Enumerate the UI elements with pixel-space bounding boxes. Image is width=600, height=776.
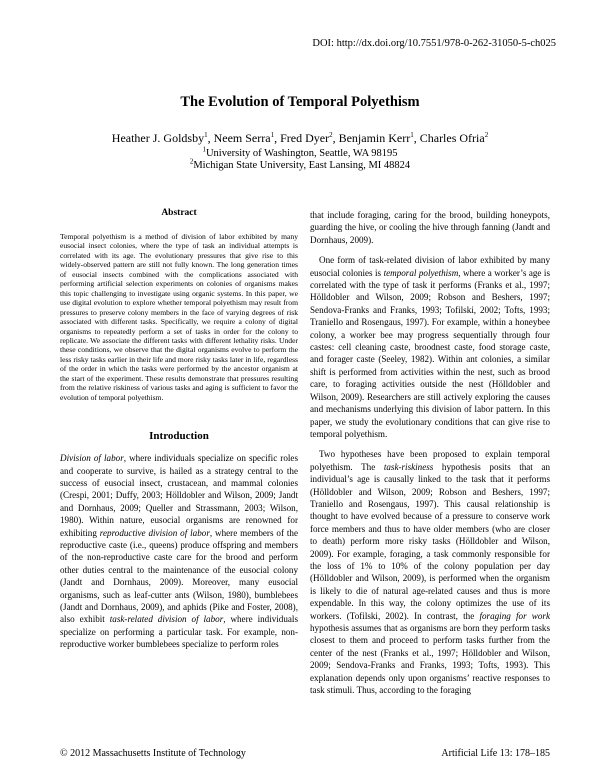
author-affiliation-mark: 2 <box>484 131 489 139</box>
author-list: Heather J. Goldsby$^1$, Neem Serra$^1$, Fred Dyer$^2$, Benjamin Kerr$^1$, Charles Ofria$^2$ <box>111 131 489 145</box>
author-name: Charles Ofria <box>419 131 485 145</box>
affiliation-text: University of Washington, Seattle, WA 98195 <box>205 148 398 159</box>
affiliation-mark: 1 <box>202 145 206 154</box>
author-name: Neem Serra <box>213 131 271 145</box>
emphasis-term: task-related division of labor <box>109 614 224 625</box>
author-name: Heather J. Goldsby <box>111 131 205 145</box>
hypotheses-paragraph <box>310 448 550 696</box>
temporal-polyethism-paragraph <box>310 254 550 440</box>
paragraph-text: , where individuals specialize on performing a particular task. For example, non-reproductive worker bumblebees specialize to perform roles <box>60 614 298 650</box>
author-name: Benjamin Kerr <box>338 131 411 145</box>
paragraph-text: , where individuals specialize on specific roles and cooperate to survive, is hailed as a strategy central to the success of eusocial insect, crustacean, and mammal colonies (Crespi, 2001; Duffy, 2003; Hölldobler and Wilson, 2009; Jandt and Dornhaus, 2009; Queller and Strassmann, 2003; Wilson, 1980). Within nature, eusocial organisms are renowned for exhibiting <box>60 453 298 538</box>
introduction-paragraph <box>60 452 298 651</box>
affiliation-text: Michigan State University, East Lansing, MI 48824 <box>193 160 411 171</box>
emphasis-term: temporal polyethism <box>383 267 459 278</box>
abstract-text: Temporal polyethism is a method of division of labor exhibited by many eusocial insect colonies, where the type of task an individual attempts is correlated with its age. The evolutionary pressures that give rise to this widely-observed pattern are still not fully known. The long generation times of eusocial insects combined with the complications associated with performing artificial selection experiments on colonies of organisms makes this topic challenging to investigate using organic systems. In this paper, we use digital evolution to explore whether temporal polyethism may result from pressures to preserve colony members in the face of varying degrees of risk associated with different tasks. Specifically, we require a colony of digital organisms to repeatedly perform a set of tasks in order for the colony to replicate. We associate the different tasks with different lethality risks. Under these conditions, we observe that the digital organisms evolve to perform the less risky tasks earlier in their life and more risky tasks later in life, regardless of the order in which the tasks were performed by the ancestor organism at the start of the experiment. These results demonstrate that pressures resulting from the relative riskiness of various tasks and aging is sufficient to favor the evolution of temporal polyethism. <box>60 232 298 402</box>
paragraph-text: Two hypotheses have been proposed to explain temporal polyethism. The <box>310 449 550 472</box>
paragraph-text: hypothesis assumes that as organisms are born they perform tasks closest to them and proceed to perform tasks further from the center of the nest (Franks et al., 1997; Hölldobler and Wilson, 2009; Sendova-Franks and Franks, 1993; Tofts, 1993). This explanation depends only upon organisms’ reactive responses to task stimuli. Thus, according to the foraging <box>310 623 550 696</box>
right-column <box>310 209 550 704</box>
doi-line: DOI: http://dx.doi.org/10.7551/978-0-262-31050-5-ch025 <box>312 38 556 49</box>
affiliation-mark: 2 <box>189 157 194 166</box>
affiliation-2 <box>0 157 600 171</box>
copyright-footer: © 2012 Massachusetts Institute of Technology <box>60 748 246 759</box>
paper-title: The Evolution of Temporal Polyethism <box>180 94 420 110</box>
emphasis-term: reproductive division of labor <box>99 527 210 538</box>
author-affiliation-mark: 1 <box>204 131 208 139</box>
continued-paragraph: that include foraging, caring for the brood, building honeypots, guarding the hive, or cooling the hive through fanning (Jandt and Dornhaus, 2009). <box>310 210 550 245</box>
introduction-heading: Introduction <box>149 430 209 443</box>
author-affiliation-mark: 2 <box>329 131 333 139</box>
affiliation-1 <box>0 145 600 159</box>
emphasis-term: foraging for work <box>479 610 550 621</box>
emphasis-term: task-riskiness <box>383 461 434 472</box>
journal-footer: Artificial Life 13: 178–185 <box>441 748 550 759</box>
author-affiliation-mark: 1 <box>410 131 414 139</box>
paragraph-text: , where a worker’s age is correlated with the type of task it performs (Franks et al., 1997; Hölldobler and Wilson, 2009; Robson and Beshers, 1997; Sendova-Franks and Franks, 1993; Tofilski, 2002; Tofts, 1993; Traniello and Rosengaus, 1997). For example, within a honeybee colony, a worker bee may progress sequentially through four castes: cell cleaning caste, broodnest caste, food storage caste, and forager caste (Seeley, 1982). Within ant colonies, a similar shift is performed from activities within the nest, such as brood care, to foraging activities outside the nest (Hölldobler and Wilson, 2009). Researchers are still actively exploring the causes and mechanisms underlying this division of labor pattern. In this paper, we study the evolutionary conditions that can give rise to temporal polyethism. <box>310 267 550 439</box>
emphasis-term: Division of labor <box>60 453 124 464</box>
left-column <box>60 208 298 651</box>
author-name: Fred Dyer <box>280 131 330 145</box>
author-affiliation-mark: 1 <box>270 131 275 139</box>
abstract-heading: Abstract <box>161 208 197 218</box>
paragraph-text: , where members of the reproductive caste (i.e., queens) produce offspring and members of the non-reproductive caste care for the brood and perform other duties central to the maintenance of the eusocial colony (Jandt and Dornhaus, 2009). Moreover, many eusocial organisms, such as leaf-cutter ants (Wilson, 1980), bumblebees (Jandt and Dornhaus, 2009), and aphids (Pike and Foster, 2008), also exhibit <box>60 527 298 625</box>
paragraph-text: One form of task-related division of labor exhibited by many eusocial colonies is <box>310 255 550 278</box>
paragraph-text: hypothesis posits that an individual’s age is causally linked to the task that it performs (Hölldobler and Wilson, 2009; Robson and Beshers, 1997; Traniello and Rosengaus, 1997). This causal relationship is thought to have evolved because of a pressure to conserve work force members and thus to have older members (who are closer to death) perform more risky tasks (Hölldobler and Wilson, 2009). For example, foraging, a task commonly responsible for the loss of 1% to 10% of the colony population per day (Hölldobler and Wilson, 2009), is performed when the organism is likely to die of natural age-related causes and thus is more expendable. In this way, the colony optimizes the use of its workers. (Tofilski, 2002). In contrast, the <box>310 461 550 621</box>
